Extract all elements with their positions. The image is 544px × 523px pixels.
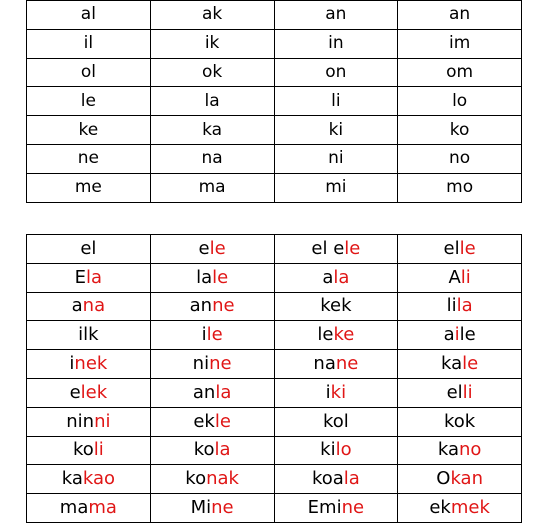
word-part: le <box>317 324 334 346</box>
word-part: kol <box>322 410 349 432</box>
word-part: kok <box>444 410 476 432</box>
word-part: ek <box>193 410 215 432</box>
word-cell <box>398 494 522 523</box>
word-part: la <box>196 266 213 288</box>
highlighted-syllable: la <box>215 381 232 403</box>
highlighted-syllable: la <box>343 468 360 490</box>
word-part: el e <box>311 237 345 259</box>
word-part: na <box>313 353 336 375</box>
word-table-body <box>27 235 522 523</box>
word-cell <box>27 407 151 436</box>
word-part: koa <box>311 468 344 490</box>
word-part: ma <box>59 497 89 519</box>
syllable-cell: om <box>398 58 522 87</box>
syllable-cell: ak <box>150 1 274 30</box>
syllable-cell: li <box>274 87 398 116</box>
syllable-cell: ki <box>274 116 398 145</box>
syllable-row <box>27 87 522 116</box>
word-part: ko <box>185 468 207 490</box>
highlighted-syllable: i <box>454 324 460 346</box>
word-cell <box>27 494 151 523</box>
word-cell <box>150 465 274 494</box>
word-cell <box>274 235 398 264</box>
syllable-cell: al <box>27 1 151 30</box>
word-cell <box>398 350 522 379</box>
word-row <box>27 235 522 264</box>
syllable-cell: ol <box>27 58 151 87</box>
word-part: el <box>446 381 463 403</box>
highlighted-syllable: le <box>209 237 226 259</box>
word-part: le <box>459 324 476 346</box>
highlighted-syllable: le <box>206 324 223 346</box>
word-row <box>27 494 522 523</box>
highlighted-syllable: ne <box>209 353 232 375</box>
word-part: i <box>325 381 331 403</box>
syllable-table-body <box>27 1 522 203</box>
word-cell <box>274 436 398 465</box>
word-part: Mi <box>190 497 212 519</box>
word-part: nin <box>66 410 95 432</box>
syllable-cell: an <box>398 1 522 30</box>
word-cell <box>274 263 398 292</box>
highlighted-syllable: nak <box>206 468 239 490</box>
word-part: ek <box>429 497 451 519</box>
word-cell <box>274 407 398 436</box>
syllable-cell: ne <box>27 144 151 173</box>
word-part: kek <box>320 295 352 317</box>
word-cell <box>27 350 151 379</box>
word-cell <box>27 235 151 264</box>
highlighted-syllable: kan <box>450 468 483 490</box>
word-cell <box>274 321 398 350</box>
word-part: ka <box>437 439 459 461</box>
highlighted-syllable: kao <box>82 468 116 490</box>
syllable-cell: in <box>274 29 398 58</box>
syllable-cell: il <box>27 29 151 58</box>
word-cell <box>274 465 398 494</box>
word-part: ki <box>320 439 336 461</box>
word-cell <box>27 436 151 465</box>
word-part: e <box>69 381 81 403</box>
syllable-row <box>27 29 522 58</box>
syllable-cell: ni <box>274 144 398 173</box>
word-row <box>27 436 522 465</box>
highlighted-syllable: lek <box>80 381 108 403</box>
word-part: ko <box>72 439 94 461</box>
word-cell <box>274 378 398 407</box>
word-cell <box>150 321 274 350</box>
word-cell <box>398 378 522 407</box>
word-part: Emi <box>307 497 342 519</box>
word-part: ko <box>193 439 215 461</box>
word-part: ni <box>192 353 210 375</box>
syllable-cell: ik <box>150 29 274 58</box>
word-part: a <box>443 324 455 346</box>
word-part: E <box>74 266 87 288</box>
word-part: A <box>448 266 461 288</box>
highlighted-syllable: ke <box>333 324 355 346</box>
highlighted-syllable: ne <box>211 497 234 519</box>
syllable-cell: le <box>27 87 151 116</box>
word-cell <box>274 292 398 321</box>
syllable-cell: lo <box>398 87 522 116</box>
word-part: el <box>443 237 460 259</box>
word-cell <box>398 465 522 494</box>
syllable-cell: ke <box>27 116 151 145</box>
word-cell <box>27 292 151 321</box>
syllable-row <box>27 116 522 145</box>
highlighted-syllable: nek <box>74 353 108 375</box>
word-row <box>27 350 522 379</box>
syllable-cell: mo <box>398 173 522 202</box>
word-cell <box>150 407 274 436</box>
highlighted-syllable: le <box>459 237 476 259</box>
highlighted-syllable: no <box>458 439 482 461</box>
highlighted-syllable: mek <box>450 497 490 519</box>
highlighted-syllable: na <box>82 295 106 317</box>
word-part: ka <box>61 468 83 490</box>
word-cell <box>398 235 522 264</box>
word-cell <box>274 350 398 379</box>
syllable-cell: me <box>27 173 151 202</box>
word-part: li <box>446 295 457 317</box>
word-part: O <box>436 468 451 490</box>
syllable-cell: ka <box>150 116 274 145</box>
word-part: i <box>201 324 207 346</box>
syllable-cell: on <box>274 58 398 87</box>
highlighted-syllable: la <box>333 266 350 288</box>
syllable-row <box>27 1 522 30</box>
word-row <box>27 378 522 407</box>
word-cell <box>150 235 274 264</box>
highlighted-syllable: le <box>462 353 479 375</box>
word-cell <box>27 378 151 407</box>
word-cell <box>274 494 398 523</box>
word-part: an <box>189 295 213 317</box>
word-row <box>27 465 522 494</box>
highlighted-syllable: ma <box>88 497 117 519</box>
word-part: e <box>198 237 210 259</box>
syllable-cell: ok <box>150 58 274 87</box>
word-cell <box>398 263 522 292</box>
word-cell <box>150 494 274 523</box>
syllable-row <box>27 173 522 202</box>
syllable-cell: im <box>398 29 522 58</box>
highlighted-syllable: le <box>344 237 361 259</box>
highlighted-syllable: lo <box>335 439 352 461</box>
word-part: ka <box>441 353 463 375</box>
highlighted-syllable: ni <box>94 410 111 432</box>
highlighted-syllable: ne <box>341 497 365 519</box>
word-table <box>26 234 522 523</box>
word-cell <box>398 292 522 321</box>
word-part: an <box>192 381 216 403</box>
syllable-cell: an <box>274 1 398 30</box>
highlighted-syllable: la <box>86 266 103 288</box>
highlighted-syllable: la <box>456 295 473 317</box>
highlighted-syllable: li <box>93 439 104 461</box>
word-row <box>27 263 522 292</box>
word-cell <box>27 321 151 350</box>
syllable-cell: la <box>150 87 274 116</box>
syllable-row <box>27 58 522 87</box>
word-cell <box>398 436 522 465</box>
word-cell <box>27 263 151 292</box>
highlighted-syllable: ne <box>335 353 359 375</box>
word-part: i <box>69 353 75 375</box>
word-cell <box>150 378 274 407</box>
word-row <box>27 292 522 321</box>
word-part: a <box>71 295 83 317</box>
word-cell <box>150 292 274 321</box>
syllable-cell: no <box>398 144 522 173</box>
highlighted-syllable: la <box>214 439 231 461</box>
word-part: el <box>80 237 97 259</box>
syllable-cell: mi <box>274 173 398 202</box>
word-cell <box>398 407 522 436</box>
word-cell <box>398 321 522 350</box>
syllable-table <box>26 0 522 203</box>
highlighted-syllable: le <box>214 410 231 432</box>
highlighted-syllable: li <box>462 381 473 403</box>
syllable-cell: ko <box>398 116 522 145</box>
word-cell <box>150 436 274 465</box>
word-part: ilk <box>78 324 99 346</box>
word-row <box>27 321 522 350</box>
highlighted-syllable: li <box>460 266 471 288</box>
word-cell <box>27 465 151 494</box>
word-cell <box>150 263 274 292</box>
highlighted-syllable: le <box>212 266 229 288</box>
word-cell <box>150 350 274 379</box>
word-row <box>27 407 522 436</box>
highlighted-syllable: ki <box>330 381 347 403</box>
highlighted-syllable: ne <box>212 295 235 317</box>
syllable-cell: na <box>150 144 274 173</box>
word-part: a <box>322 266 334 288</box>
syllable-cell: ma <box>150 173 274 202</box>
syllable-row <box>27 144 522 173</box>
